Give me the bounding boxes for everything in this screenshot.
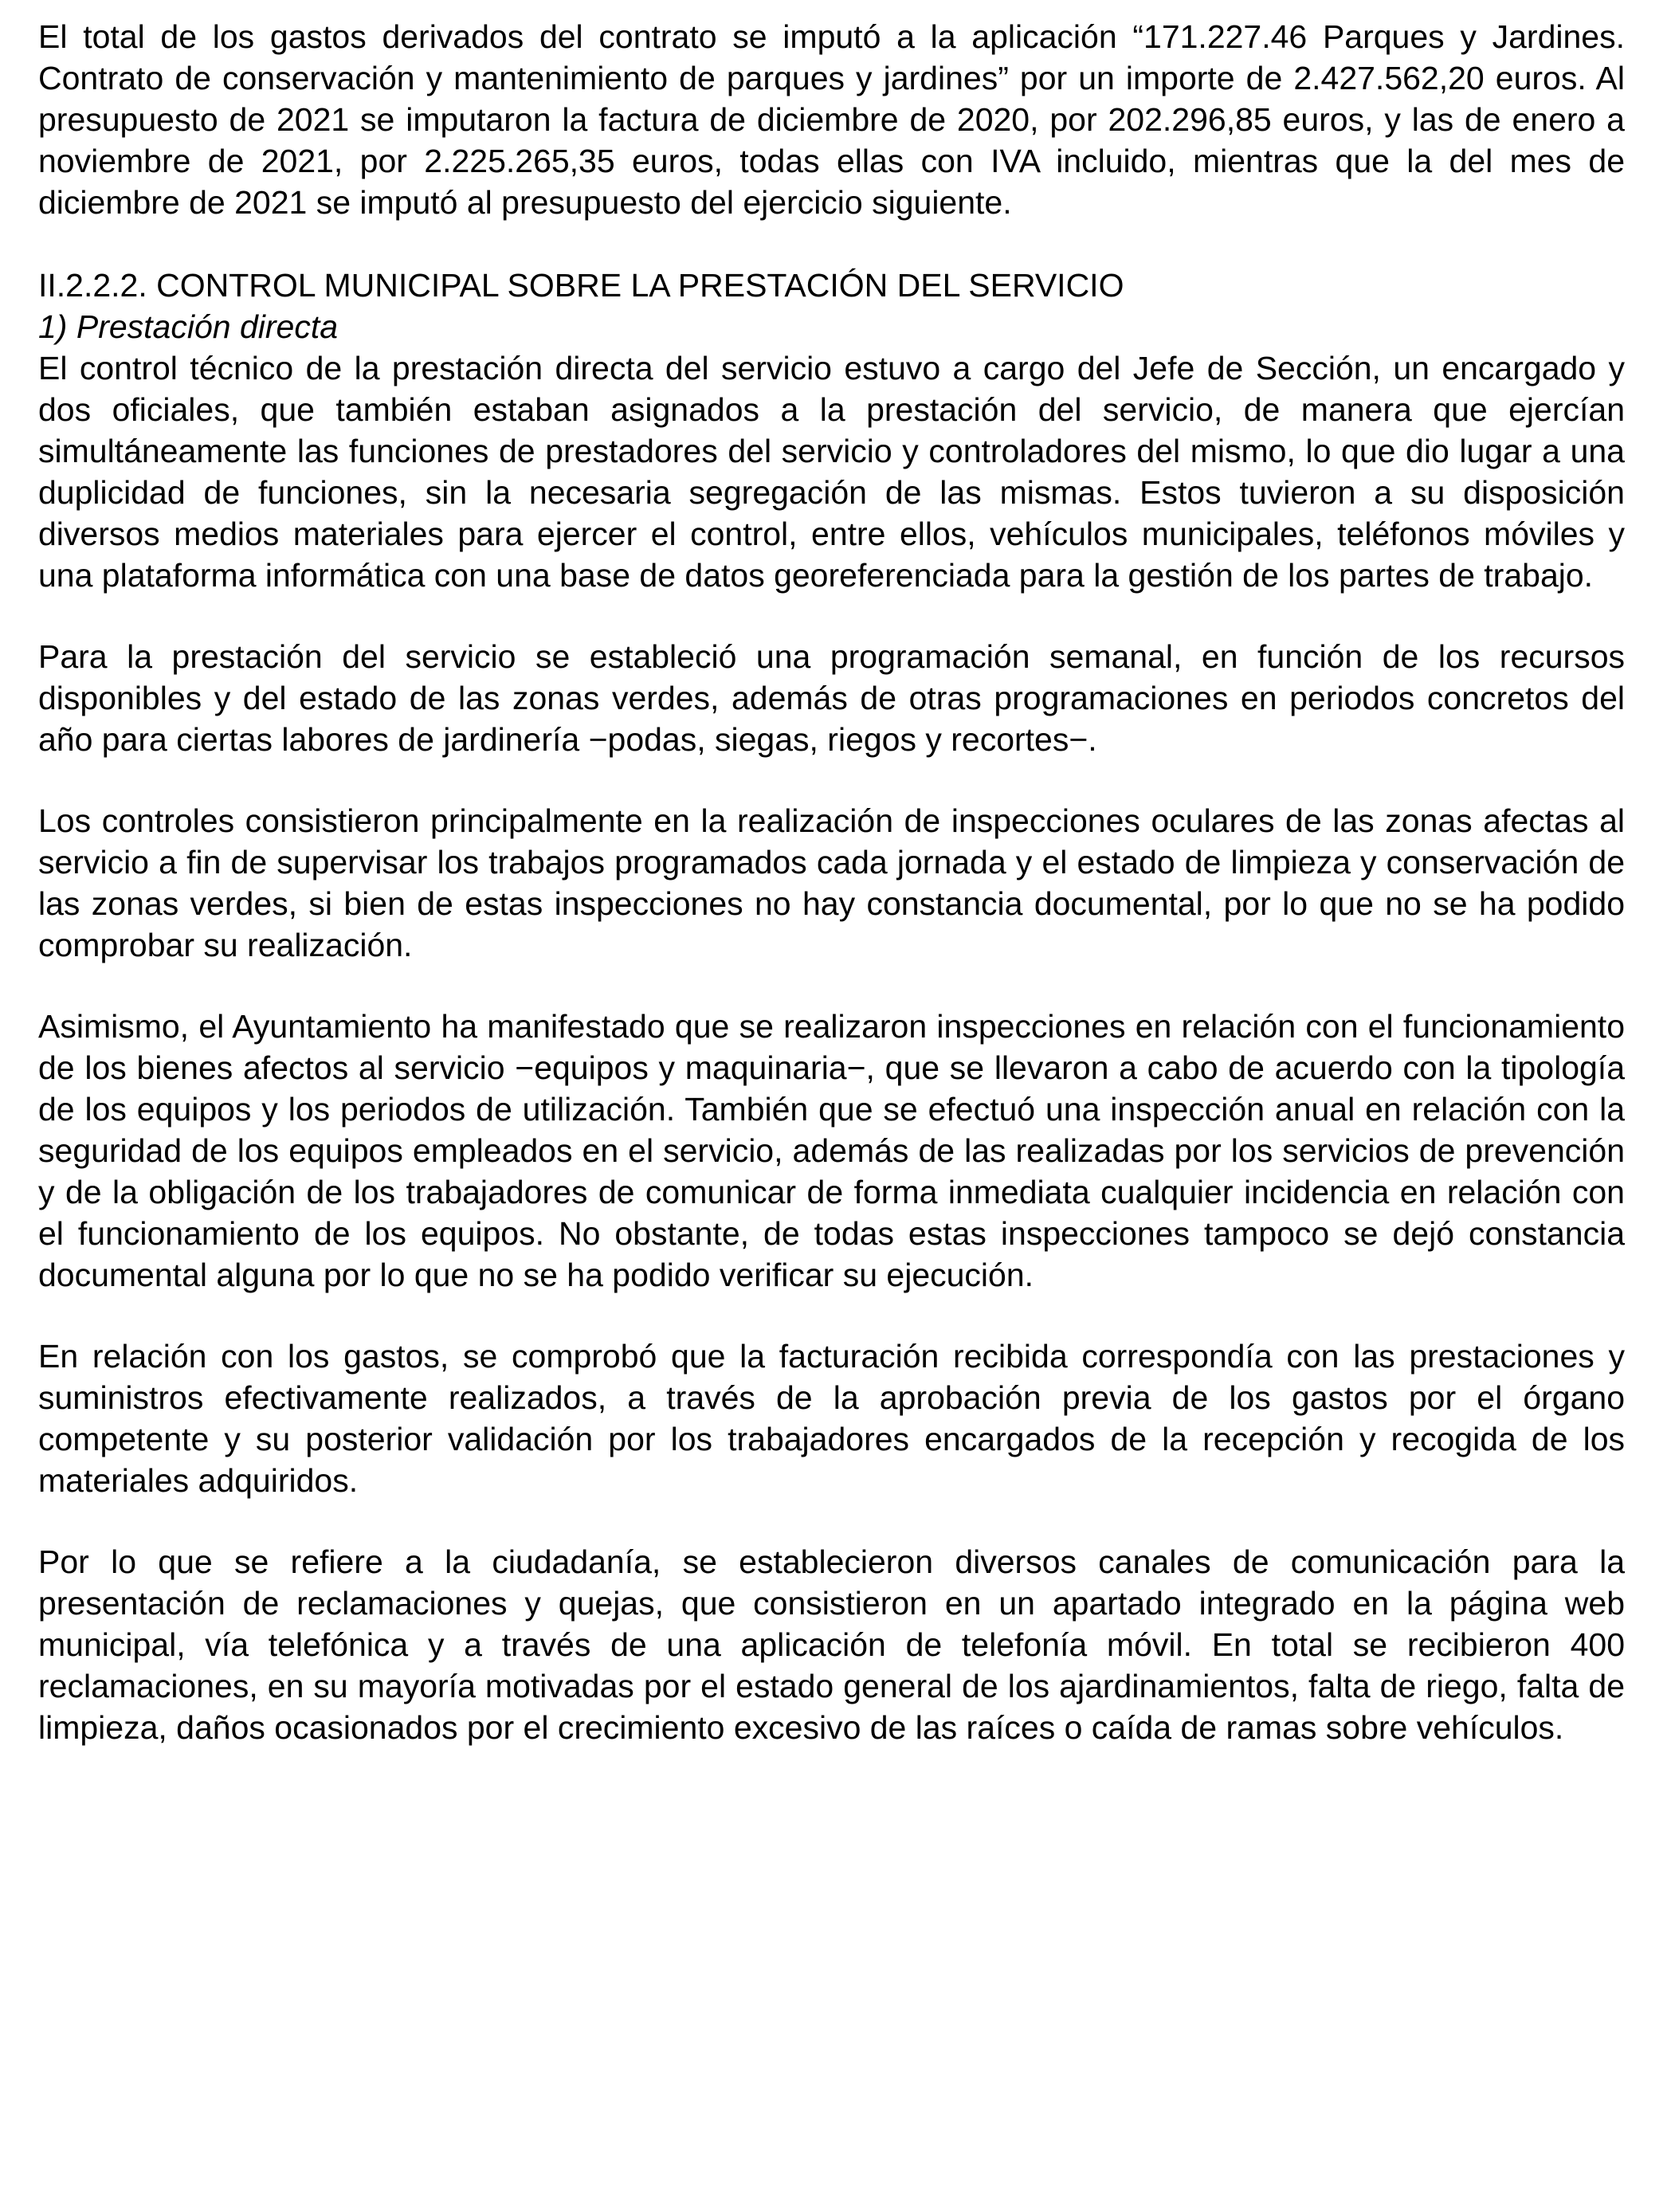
paragraph-contract-expenses: El total de los gastos derivados del contrato se imputó a la aplicación “171.227.46 Parques y Jardines. Contrato de conservación y mantenimiento de parques y jardines” por un importe de 2.427.562,20 euros. Al presupuesto de 2021 se imputaron la factura de diciembre de 2020, por 202.296,85 euros, y las de enero a noviembre de 2021, por 2.225.265,35 euros, todas ellas con IVA incluido, mientras que la del mes de diciembre de 2021 se imputó al presupuesto del ejercicio siguiente. xyxy=(38,18,1625,221)
paragraph-weekly-programming: Para la prestación del servicio se estableció una programación semanal, en función de los recursos disponibles y del estado de las zonas verdes, además de otras programaciones en periodos concretos del año para ciertas labores de jardinería −podas, siegas, riegos y recortes−. xyxy=(38,638,1625,758)
section-heading: II.2.2.2. CONTROL MUNICIPAL SOBRE LA PRESTACIÓN DEL SERVICIO xyxy=(38,267,1124,304)
paragraph-citizen-complaints: Por lo que se refiere a la ciudadanía, se establecieron diversos canales de comunicación para la presentación de reclamaciones y quejas, que consistieron en un apartado integrado en la página web municipal, vía telefónica y a través de una aplicación de telefonía móvil. En total se recibieron 400 reclamaciones, en su mayoría motivadas por el estado general de los ajardinamientos, falta de riego, falta de limpieza, daños ocasionados por el crecimiento excesivo de las raíces o caída de ramas sobre vehículos. xyxy=(38,1543,1625,1746)
subsection-heading: 1) Prestación directa xyxy=(38,308,339,345)
document-page xyxy=(38,16,1625,1748)
paragraph-visual-inspections: Los controles consistieron principalmente en la realización de inspecciones oculares de las zonas afectas al servicio a fin de supervisar los trabajos programados cada jornada y el estado de limpieza y conservación de las zonas verdes, si bien de estas inspecciones no hay constancia documental, por lo que no se ha podido comprobar su realización. xyxy=(38,802,1625,963)
paragraph-expense-validation: En relación con los gastos, se comprobó que la facturación recibida correspondía con las prestaciones y suministros efectivamente realizados, a través de la aprobación previa de los gastos por el órgano competente y su posterior validación por los trabajadores encargados de la recepción y recogida de los materiales adquiridos. xyxy=(38,1338,1625,1499)
paragraph-equipment-inspections: Asimismo, el Ayuntamiento ha manifestado que se realizaron inspecciones en relación con el funcionamiento de los bienes afectos al servicio −equipos y maquinaria−, que se llevaron a cabo de acuerdo con la tipología de los equipos y los periodos de utilización. También que se efectuó una inspección anual en relación con la seguridad de los equipos empleados en el servicio, además de las realizadas por los servicios de prevención y de la obligación de los trabajadores de comunicar de forma inmediata cualquier incidencia en relación con el funcionamiento de los equipos. No obstante, de todas estas inspecciones tampoco se dejó constancia documental alguna por lo que no se ha podido verificar su ejecución. xyxy=(38,1008,1625,1293)
paragraph-technical-control: El control técnico de la prestación directa del servicio estuvo a cargo del Jefe de Sección, un encargado y dos oficiales, que también estaban asignados a la prestación del servicio, de manera que ejercían simultáneamente las funciones de prestadores del servicio y controladores del mismo, lo que dio lugar a una duplicidad de funciones, sin la necesaria segregación de las mismas. Estos tuvieron a su disposición diversos medios materiales para ejercer el control, entre ellos, vehículos municipales, teléfonos móviles y una plataforma informática con una base de datos georeferenciada para la gestión de los partes de trabajo. xyxy=(38,350,1625,594)
